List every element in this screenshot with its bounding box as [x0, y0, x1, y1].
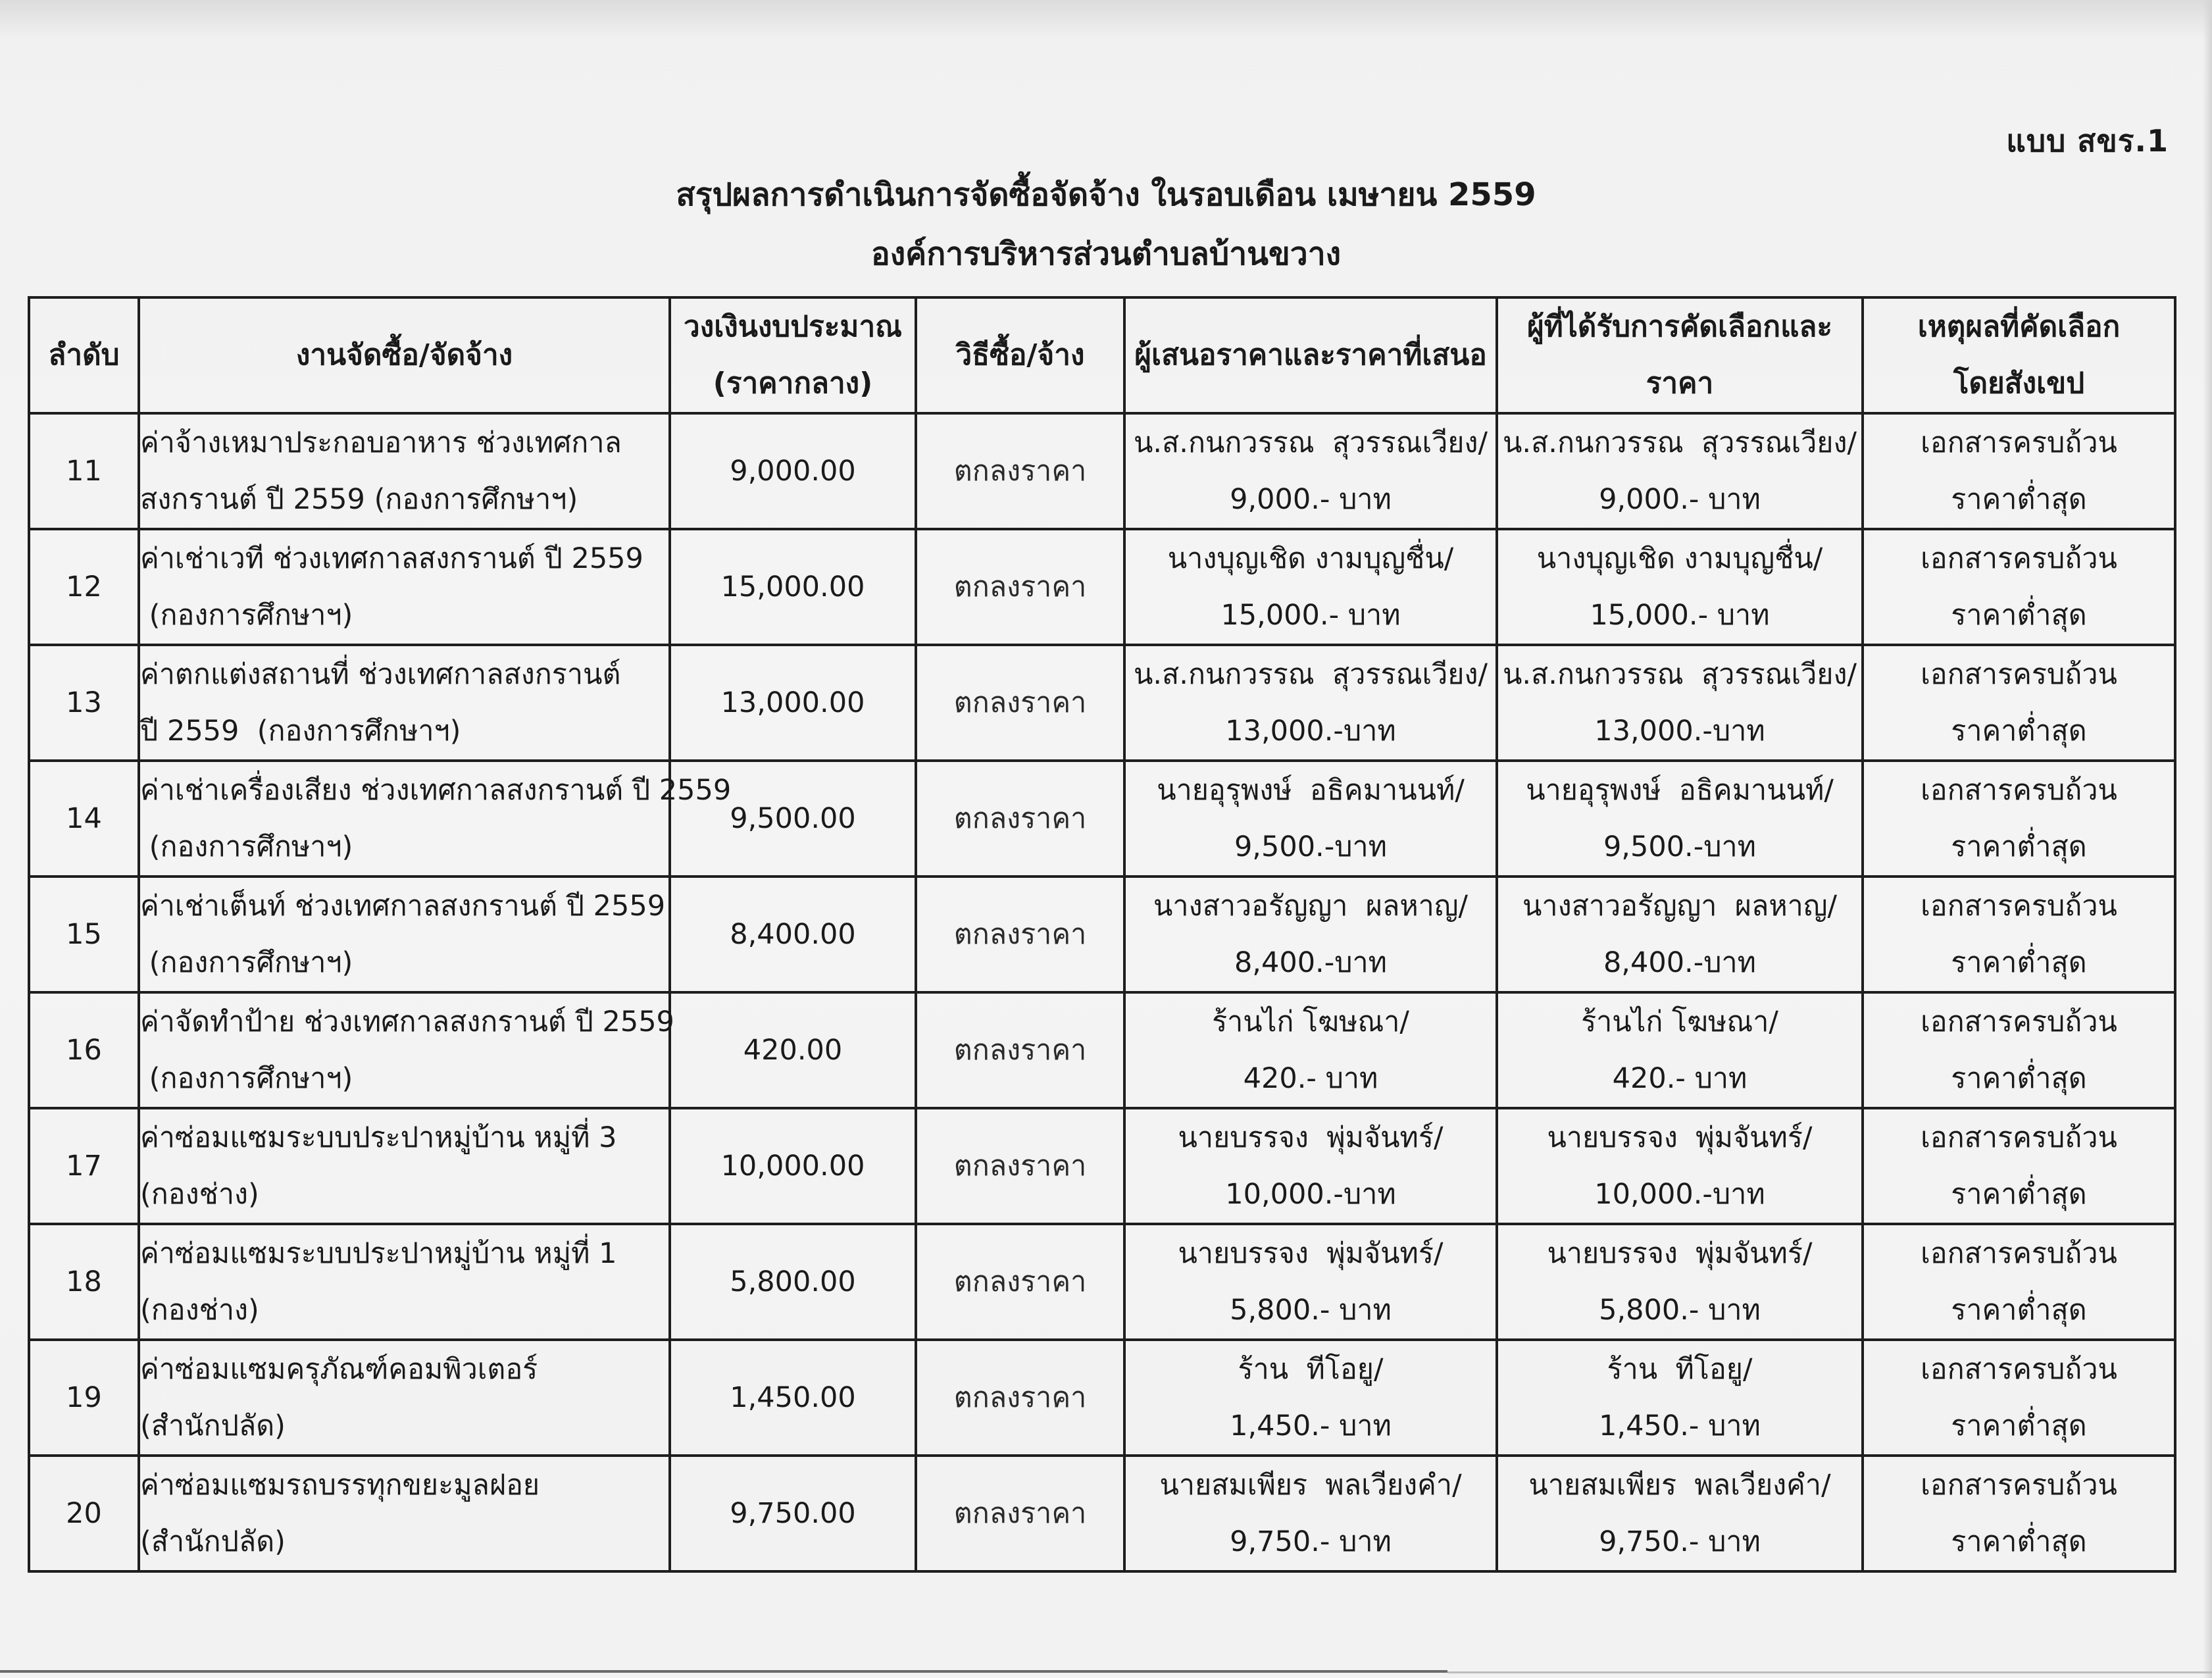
col-header-reason-line1: เหตุผลที่คัดเลือก: [1917, 310, 2121, 343]
winner-price: 9,000.- บาท: [1599, 483, 1761, 516]
bidder-and-price: [1124, 1456, 1497, 1571]
bidder-name: นางสาวอรัญญา ผลหาญ/: [1153, 890, 1468, 923]
row-number: 17: [29, 1108, 139, 1224]
procurement-item-line2: (กองการศึกษาฯ): [140, 1062, 353, 1095]
selection-reason: [1863, 1456, 2175, 1571]
procurement-method: ตกลงราคา: [916, 761, 1124, 877]
selection-reason: [1863, 413, 2175, 529]
procurement-item-line1: ค่าซ่อมแซมครุภัณฑ์คอมพิวเตอร์: [140, 1353, 538, 1386]
bidder-name: นายสมเพียร พลเวียงคำ/: [1159, 1469, 1462, 1502]
col-header-budget-line2: (ราคากลาง): [713, 367, 873, 400]
reason-line1: เอกสารครบถ้วน: [1921, 890, 2117, 923]
winner-price: 8,400.-บาท: [1603, 946, 1757, 979]
reason-line1: เอกสารครบถ้วน: [1921, 542, 2117, 575]
table-row: [29, 529, 2175, 645]
bidder-and-price: [1124, 645, 1497, 761]
reason-line2: ราคาต่ำสุด: [1951, 483, 2087, 516]
bidder-name: นายบรรจง พุ่มจันทร์/: [1178, 1121, 1444, 1154]
procurement-method: ตกลงราคา: [916, 1224, 1124, 1340]
procurement-item-line2: ปี 2559 (กองการศึกษาฯ): [140, 715, 461, 748]
reason-line2: ราคาต่ำสุด: [1951, 1294, 2087, 1327]
winner-price: 13,000.-บาท: [1594, 715, 1765, 748]
bidder-name: น.ส.กนกวรรณ สุวรรณเวียง/: [1133, 426, 1488, 459]
bidder-and-price: [1124, 877, 1497, 992]
bidder-price: 13,000.-บาท: [1225, 715, 1396, 748]
reason-line2: ราคาต่ำสุด: [1951, 946, 2087, 979]
selection-reason: [1863, 529, 2175, 645]
budget-amount: 1,450.00: [670, 1340, 916, 1456]
budget-amount: 9,000.00: [670, 413, 916, 529]
reason-line1: เอกสารครบถ้วน: [1921, 1237, 2117, 1270]
bidder-name: น.ส.กนกวรรณ สุวรรณเวียง/: [1133, 658, 1488, 691]
budget-amount: 13,000.00: [670, 645, 916, 761]
selection-reason: [1863, 992, 2175, 1108]
reason-line2: ราคาต่ำสุด: [1951, 715, 2087, 748]
scan-shadow: [0, 0, 2212, 39]
winner-name: นายบรรจง พุ่มจันทร์/: [1547, 1121, 1813, 1154]
bidder-name: นางบุญเชิด งามบุญชื่น/: [1167, 542, 1454, 575]
procurement-item: [139, 992, 674, 1108]
winner-price: 5,800.- บาท: [1599, 1294, 1761, 1327]
winner-and-price: [1497, 1340, 1863, 1456]
procurement-item-line2: สงกรานต์ ปี 2559 (กองการศึกษาฯ): [140, 483, 578, 516]
budget-amount: 15,000.00: [670, 529, 916, 645]
winner-name: นางบุญเชิด งามบุญชื่น/: [1536, 542, 1823, 575]
procurement-item-line2: (กองช่าง): [140, 1294, 259, 1327]
procurement-item: [139, 1224, 670, 1340]
row-number: 14: [29, 761, 139, 877]
procurement-item-line2: (สำนักปลัด): [140, 1410, 286, 1442]
procurement-item-line2: (กองช่าง): [140, 1178, 259, 1211]
winner-price: 9,750.- บาท: [1599, 1525, 1761, 1558]
col-header-bidders: ผู้เสนอราคาและราคาที่เสนอ: [1124, 297, 1497, 413]
procurement-item-line1: ค่าจ้างเหมาประกอบอาหาร ช่วงเทศกาล: [140, 426, 622, 459]
procurement-item: [139, 877, 670, 992]
bidder-price: 1,450.- บาท: [1230, 1410, 1392, 1442]
procurement-method: ตกลงราคา: [916, 645, 1124, 761]
winner-and-price: [1497, 645, 1863, 761]
winner-name: น.ส.กนกวรรณ สุวรรณเวียง/: [1502, 658, 1857, 691]
reason-line1: เอกสารครบถ้วน: [1921, 658, 2117, 691]
winner-price: 10,000.-บาท: [1594, 1178, 1765, 1211]
procurement-method: ตกลงราคา: [916, 992, 1124, 1108]
reason-line2: ราคาต่ำสุด: [1951, 830, 2087, 863]
bidder-price: 9,000.- บาท: [1230, 483, 1392, 516]
procurement-item-line2: (สำนักปลัด): [140, 1525, 286, 1558]
bidder-and-price: [1124, 529, 1497, 645]
organization-name: องค์การบริหารส่วนตำบลบ้านขวาง: [870, 236, 1342, 272]
bidder-and-price: [1124, 761, 1497, 877]
procurement-item: [139, 1340, 670, 1456]
budget-amount: 10,000.00: [670, 1108, 916, 1224]
bidder-price: 9,750.- บาท: [1230, 1525, 1392, 1558]
bidder-name: ร้านไก่ โฆษณา/: [1212, 1005, 1409, 1038]
winner-and-price: [1497, 1456, 1863, 1571]
bidder-name: นายบรรจง พุ่มจันทร์/: [1178, 1237, 1444, 1270]
procurement-item: [139, 1456, 670, 1571]
col-header-no: ลำดับ: [29, 297, 139, 413]
procurement-item-line2: (กองการศึกษาฯ): [140, 946, 353, 979]
reason-line1: เอกสารครบถ้วน: [1921, 1469, 2117, 1502]
winner-and-price: [1497, 413, 1863, 529]
table-row: [29, 1456, 2175, 1571]
winner-price: 15,000.- บาท: [1590, 599, 1770, 632]
table-row: [29, 992, 2175, 1108]
bidder-name: นายอุรุพงษ์ อธิคมานนท์/: [1157, 774, 1465, 807]
procurement-item-line1: ค่าเช่าเต็นท์ ช่วงเทศกาลสงกรานต์ ปี 2559: [140, 890, 666, 923]
reason-line2: ราคาต่ำสุด: [1951, 599, 2087, 632]
reason-line2: ราคาต่ำสุด: [1951, 1062, 2087, 1095]
winner-price: 1,450.- บาท: [1599, 1410, 1761, 1442]
winner-name: นายบรรจง พุ่มจันทร์/: [1547, 1237, 1813, 1270]
procurement-method: ตกลงราคา: [916, 1340, 1124, 1456]
winner-and-price: [1497, 529, 1863, 645]
bidder-and-price: [1124, 1224, 1497, 1340]
table-row: [29, 761, 2175, 877]
reason-line2: ราคาต่ำสุด: [1951, 1178, 2087, 1211]
procurement-item-line2: (กองการศึกษาฯ): [140, 599, 353, 632]
reason-line1: เอกสารครบถ้วน: [1921, 1005, 2117, 1038]
col-header-budget: [670, 297, 916, 413]
procurement-item-line1: ค่าเช่าเครื่องเสียง ช่วงเทศกาลสงกรานต์ ปี 2559: [140, 774, 732, 807]
winner-and-price: [1497, 761, 1863, 877]
winner-name: นายสมเพียร พลเวียงคำ/: [1528, 1469, 1831, 1502]
selection-reason: [1863, 1340, 2175, 1456]
procurement-item-line1: ค่าตกแต่งสถานที่ ช่วงเทศกาลสงกรานต์: [140, 658, 621, 691]
row-number: 18: [29, 1224, 139, 1340]
bidder-and-price: [1124, 1340, 1497, 1456]
winner-price: 420.- บาท: [1612, 1062, 1747, 1095]
winner-and-price: [1497, 992, 1863, 1108]
table-row: [29, 1340, 2175, 1456]
reason-line1: เอกสารครบถ้วน: [1921, 1121, 2117, 1154]
row-number: 11: [29, 413, 139, 529]
bidder-name: ร้าน ทีโอยู/: [1238, 1353, 1384, 1386]
col-header-method: วิธีซื้อ/จ้าง: [916, 297, 1124, 413]
procurement-item: [139, 529, 670, 645]
col-header-budget-line1: วงเงินงบประมาณ: [684, 310, 902, 343]
budget-amount: 9,750.00: [670, 1456, 916, 1571]
winner-price: 9,500.-บาท: [1603, 830, 1757, 863]
row-number: 16: [29, 992, 139, 1108]
bidder-and-price: [1124, 1108, 1497, 1224]
reason-line1: เอกสารครบถ้วน: [1921, 774, 2117, 807]
table-row: [29, 1108, 2175, 1224]
budget-amount: 9,500.00: [670, 761, 916, 877]
budget-amount: 420.00: [670, 992, 916, 1108]
procurement-item-line1: ค่าซ่อมแซมระบบประปาหมู่บ้าน หมู่ที่ 3: [140, 1121, 617, 1154]
bidder-price: 15,000.- บาท: [1220, 599, 1401, 632]
bidder-price: 5,800.- บาท: [1230, 1294, 1392, 1327]
winner-name: ร้านไก่ โฆษณา/: [1581, 1005, 1778, 1038]
table-row: [29, 1224, 2175, 1340]
procurement-item: [139, 645, 670, 761]
table-row: [29, 877, 2175, 992]
procurement-item: [139, 761, 732, 877]
procurement-item-line1: ค่าจัดทำป้าย ช่วงเทศกาลสงกรานต์ ปี 2559: [140, 1005, 674, 1038]
form-code: แบบ สขร.1: [2006, 123, 2169, 159]
winner-name: นายอุรุพงษ์ อธิคมานนท์/: [1526, 774, 1834, 807]
winner-and-price: [1497, 1108, 1863, 1224]
procurement-item-line1: ค่าซ่อมแซมระบบประปาหมู่บ้าน หมู่ที่ 1: [140, 1237, 617, 1270]
col-header-reason-line2: โดยสังเขป: [1953, 367, 2085, 400]
bidder-price: 9,500.-บาท: [1234, 830, 1388, 863]
winner-name: ร้าน ทีโอยู/: [1607, 1353, 1753, 1386]
reason-line2: ราคาต่ำสุด: [1951, 1410, 2087, 1442]
table-header-row: [29, 297, 2175, 413]
budget-amount: 5,800.00: [670, 1224, 916, 1340]
table-row: [29, 413, 2175, 529]
reason-line1: เอกสารครบถ้วน: [1921, 1353, 2117, 1386]
bidder-price: 10,000.-บาท: [1225, 1178, 1396, 1211]
bidder-price: 420.- บาท: [1243, 1062, 1378, 1095]
col-header-item: งานจัดซื้อ/จัดจ้าง: [139, 297, 670, 413]
selection-reason: [1863, 1108, 2175, 1224]
scan-bottom-line: [0, 1670, 1447, 1673]
table-row: [29, 645, 2175, 761]
reason-line1: เอกสารครบถ้วน: [1921, 426, 2117, 459]
row-number: 15: [29, 877, 139, 992]
col-header-winner: ผู้ที่ได้รับการคัดเลือกและราคา: [1497, 297, 1863, 413]
selection-reason: [1863, 877, 2175, 992]
procurement-item-line1: ค่าซ่อมแซมรถบรรทุกขยะมูลฝอย: [140, 1469, 540, 1502]
procurement-item: [139, 1108, 670, 1224]
procurement-item-line2: (กองการศึกษาฯ): [140, 830, 353, 863]
procurement-method: ตกลงราคา: [916, 413, 1124, 529]
procurement-item-line1: ค่าเช่าเวที ช่วงเทศกาลสงกรานต์ ปี 2559: [140, 542, 643, 575]
reason-line2: ราคาต่ำสุด: [1951, 1525, 2087, 1558]
procurement-method: ตกลงราคา: [916, 1108, 1124, 1224]
col-header-reason: [1863, 297, 2175, 413]
procurement-method: ตกลงราคา: [916, 877, 1124, 992]
row-number: 19: [29, 1340, 139, 1456]
row-number: 12: [29, 529, 139, 645]
selection-reason: [1863, 761, 2175, 877]
winner-name: น.ส.กนกวรรณ สุวรรณเวียง/: [1502, 426, 1857, 459]
winner-and-price: [1497, 1224, 1863, 1340]
winner-and-price: [1497, 877, 1863, 992]
row-number: 20: [29, 1456, 139, 1571]
document-title: สรุปผลการดำเนินการจัดซื้อจัดจ้าง ในรอบเดือน เมษายน 2559: [676, 176, 1536, 213]
bidder-and-price: [1124, 992, 1497, 1108]
bidder-price: 8,400.-บาท: [1234, 946, 1388, 979]
scan-bottom-line-faint: [1447, 1671, 2212, 1673]
winner-name: นางสาวอรัญญา ผลหาญ/: [1522, 890, 1837, 923]
budget-amount: 8,400.00: [670, 877, 916, 992]
procurement-method: ตกลงราคา: [916, 1456, 1124, 1571]
bidder-and-price: [1124, 413, 1497, 529]
selection-reason: [1863, 645, 2175, 761]
procurement-item: [139, 413, 670, 529]
row-number: 13: [29, 645, 139, 761]
procurement-table: [28, 296, 2176, 1573]
procurement-method: ตกลงราคา: [916, 529, 1124, 645]
selection-reason: [1863, 1224, 2175, 1340]
